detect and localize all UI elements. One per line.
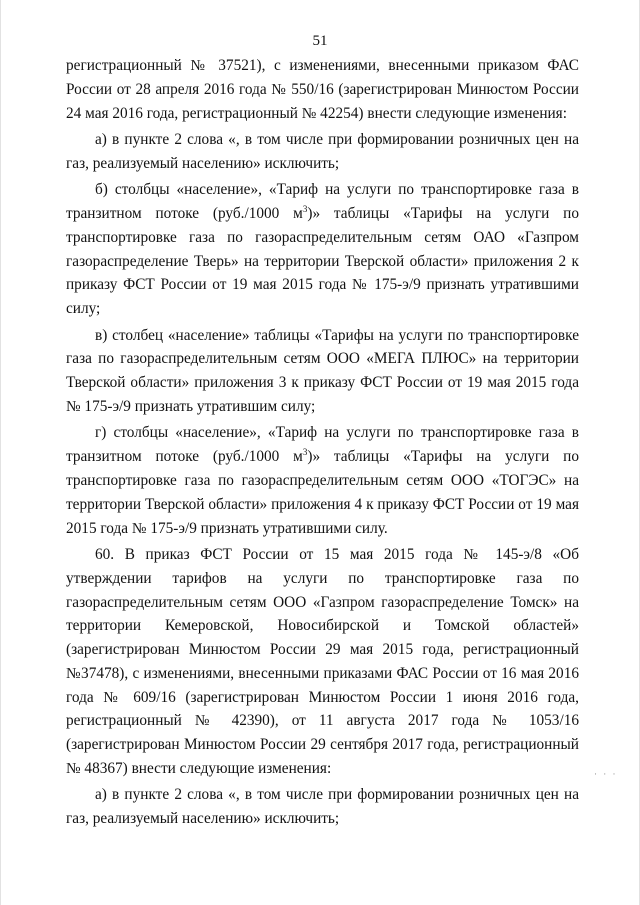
scan-edge-left — [0, 0, 1, 905]
scan-speck-mark: · · · — [594, 769, 618, 779]
item-b-text-end: )» таблицы «Тарифы на услуги по транспортировке газа по газораспределительным сетям ОАО «Газпром газораспределение Тверь» на территории Тверской области» приложения 2 к приказу ФСТ России от 19 мая 2015 года № 175-э/9 признать утратившими силу; — [66, 204, 579, 318]
superscript-cubic: 3 — [302, 203, 308, 214]
paragraph-continuation: регистрационный № 37521), с изменениями, внесенными приказом ФАС России от 28 апреля 2016 года № 550/16 (зарегистрирован Минюстом России 24 мая 2016 года, регистрационный № 42254) внести следующие изменения: — [66, 57, 579, 122]
paragraph-item-g — [66, 421, 579, 540]
superscript-cubic: 3 — [302, 447, 308, 458]
item-g-text-start: г) столбцы «население», «Тариф на услуги по транспортировке газа в транзитном потоке (руб./1000 м — [66, 424, 579, 466]
paragraph-item-a-section-60: а) в пункте 2 слова «, в том числе при формировании розничных цен на газ, реализуемый населению» исключить; — [66, 786, 579, 828]
item-b-text-start: б) столбцы «население», «Тариф на услуги по транспортировке газа в транзитном потоке (руб./1000 м — [66, 181, 579, 222]
paragraph-section-60: 60. В приказ ФСТ России от 15 мая 2015 года № 145-э/8 «Об утверждении тарифов на услуги по транспортировке газа по газораспределительным сетям ООО «Газпром газораспределение Томск» на территории Кемеровской, Новосибирской и Томской областей» (зарегистрирован Минюстом России 29 мая 2015 года, регистрационный №37478), с изменениями, внесенными приказами ФАС России от 16 мая 2016 года № 609/16 (зарегистрирован Минюстом России 1 июня 2016 года, регистрационный № 42390), от 11 августа 2017 года № 1053/16 (зарегистрирован Минюстом России 29 сентября 2017 года, регистрационный № 48367) внести следующие изменения: — [66, 545, 579, 778]
document-body — [66, 54, 579, 834]
paragraph-item-a: а) в пункте 2 слова «, в том числе при формировании розничных цен на газ, реализуемый населению» исключить; — [66, 130, 579, 172]
paragraph-item-v: в) столбец «население» таблицы «Тарифы на услуги по транспортировке газа по газораспределительным сетям ООО «МЕГА ПЛЮС» на территории Тверской области» приложения 3 к приказу ФСТ России от 19 мая 2015 года № 175-э/9 признать утратившим силу; — [66, 326, 579, 415]
paragraph-item-b — [66, 178, 579, 321]
page-number: 51 — [312, 33, 328, 49]
item-g-text-end: )» таблицы «Тарифы на услуги по транспортировке газа по газораспределительным сетям ООО «ТОГЭС» на территории Тверской области» приложения 4 к приказу ФСТ России от 19 мая 2015 года № 175-э/9 признать утратившими силу. — [66, 448, 579, 537]
